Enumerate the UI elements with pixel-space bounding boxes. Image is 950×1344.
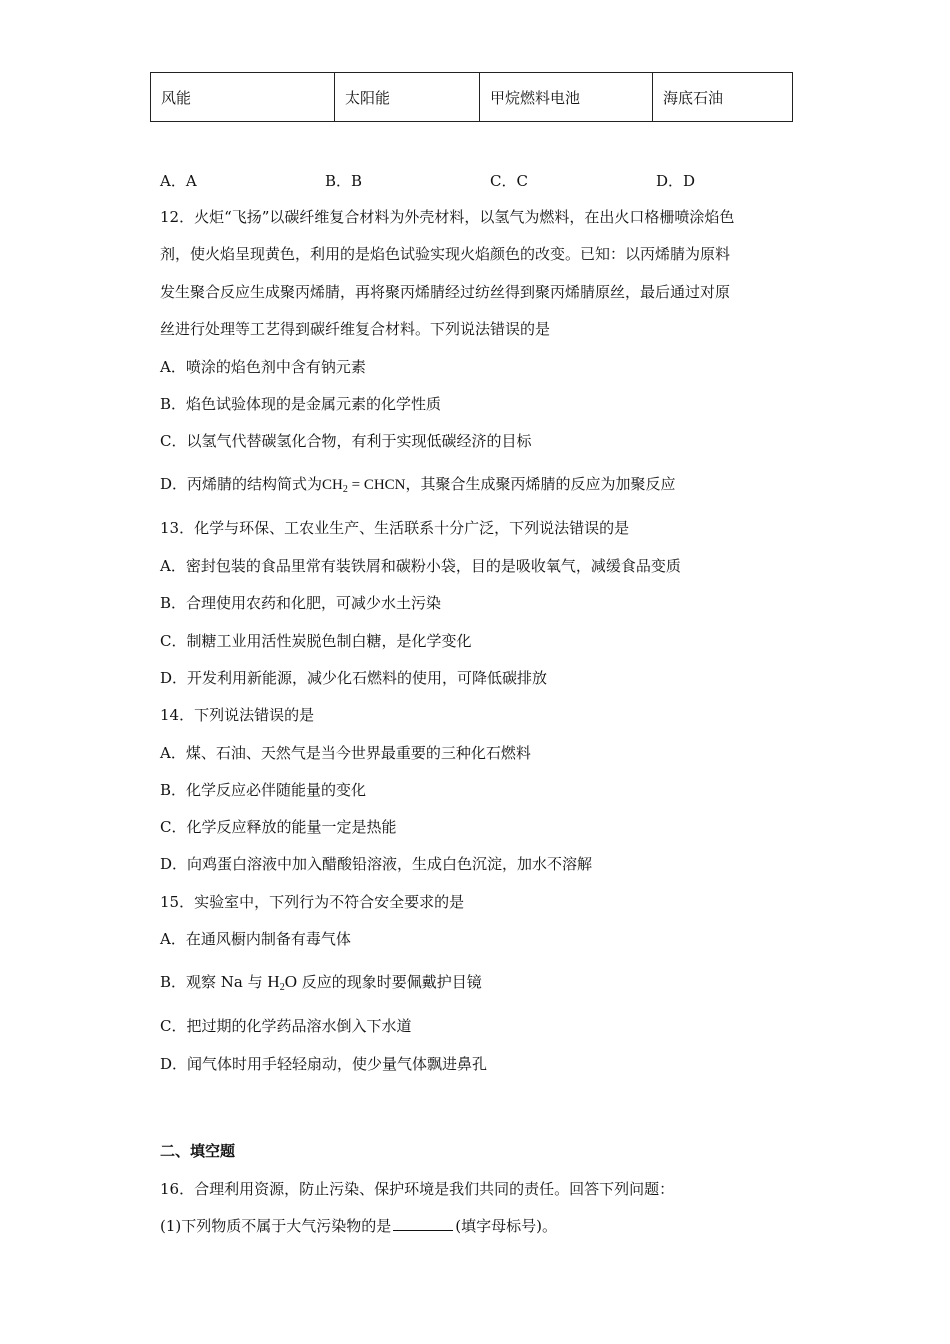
q13-stem: 13．化学与环保、工农业生产、生活联系十分广泛，下列说法错误的是 — [160, 519, 630, 537]
q12-stem-line-3: 发生聚合反应生成聚丙烯腈，再将聚丙烯腈经过纺丝得到聚丙烯腈原丝，最后通过对原 — [160, 283, 731, 301]
q11-option-c: C．C — [490, 172, 528, 190]
q13-option-a: A．密封包装的食品里常有装铁屑和碳粉小袋，目的是吸收氧气，减缓食品变质 — [160, 557, 681, 575]
q12-stem-line-1: 12．火炬“飞扬”以碳纤维复合材料为外壳材料，以氢气为燃料，在出火口格栅喷涂焰色 — [160, 208, 735, 226]
table-row — [151, 73, 793, 122]
q12-stem-line-2: 剂，使火焰呈现黄色，利用的是焰色试验实现火焰颜色的改变。已知：以丙烯腈为原料 — [160, 245, 731, 263]
table-cell: 太阳能 — [335, 73, 480, 122]
q16-stem: 16．合理利用资源，防止污染、保护环境是我们共同的责任。回答下列问题： — [160, 1180, 675, 1198]
energy-table — [150, 72, 793, 122]
q14-option-c: C．化学反应释放的能量一定是热能 — [160, 818, 397, 836]
q12-option-d-text: D．丙烯腈的结构简式为 — [160, 475, 323, 493]
answer-blank[interactable] — [393, 1216, 453, 1231]
q11-option-b: B．B — [325, 172, 363, 190]
q15-option-c: C．把过期的化学药品溶水倒入下水道 — [160, 1017, 412, 1035]
q12-option-a: A．喷涂的焰色剂中含有钠元素 — [160, 358, 366, 376]
q15-stem: 15．实验室中，下列行为不符合安全要求的是 — [160, 893, 465, 911]
q12-option-b: B．焰色试验体现的是金属元素的化学性质 — [160, 395, 442, 413]
q12-option-c: C．以氢气代替碳氢化合物，有利于实现低碳经济的目标 — [160, 432, 532, 450]
q12-stem-line-4: 丝进行处理等工艺得到碳纤维复合材料。下列说法错误的是 — [160, 320, 551, 338]
q14-option-a: A．煤、石油、天然气是当今世界最重要的三种化石燃料 — [160, 744, 531, 762]
table-cell: 风能 — [151, 73, 335, 122]
q16-part-1: (1)下列物质不属于大气污染物的是 (填字母标号)。 — [160, 1217, 557, 1235]
q12-option-d: D．丙烯腈的结构简式为$CH_2$ = CHCN，其聚合生成聚丙烯腈的反应为加聚反应 — [160, 475, 676, 495]
q13-option-d: D．开发利用新能源，减少化石燃料的使用，可降低碳排放 — [160, 669, 548, 687]
section-title: 二、填空题 — [160, 1142, 236, 1160]
formula-water: $H_2O$ — [267, 972, 297, 993]
q13-option-c: C．制糖工业用活性炭脱色制白糖，是化学变化 — [160, 632, 472, 650]
formula-acrylonitrile: $CH_2$ = CHCN — [322, 477, 406, 495]
q14-option-b: B．化学反应必伴随能量的变化 — [160, 781, 367, 799]
q14-option-d: D．向鸡蛋白溶液中加入醋酸铅溶液，生成白色沉淀，加水不溶解 — [160, 855, 593, 873]
q15-option-b: B．观察 Na 与 $H_2O$ 反应的现象时要佩戴护目镜 — [160, 972, 482, 993]
table-cell: 甲烷燃料电池 — [480, 73, 653, 122]
q14-stem: 14．下列说法错误的是 — [160, 706, 315, 724]
q13-option-b: B．合理使用农药和化肥，可减少水土污染 — [160, 594, 442, 612]
q15-option-d: D．闻气体时用手轻轻扇动，使少量气体飘进鼻孔 — [160, 1055, 488, 1073]
table-cell: 海底石油 — [653, 73, 793, 122]
q15-option-a: A．在通风橱内制备有毒气体 — [160, 930, 351, 948]
q11-option-d: D．D — [656, 172, 696, 190]
q11-option-a: A．A — [160, 172, 197, 190]
